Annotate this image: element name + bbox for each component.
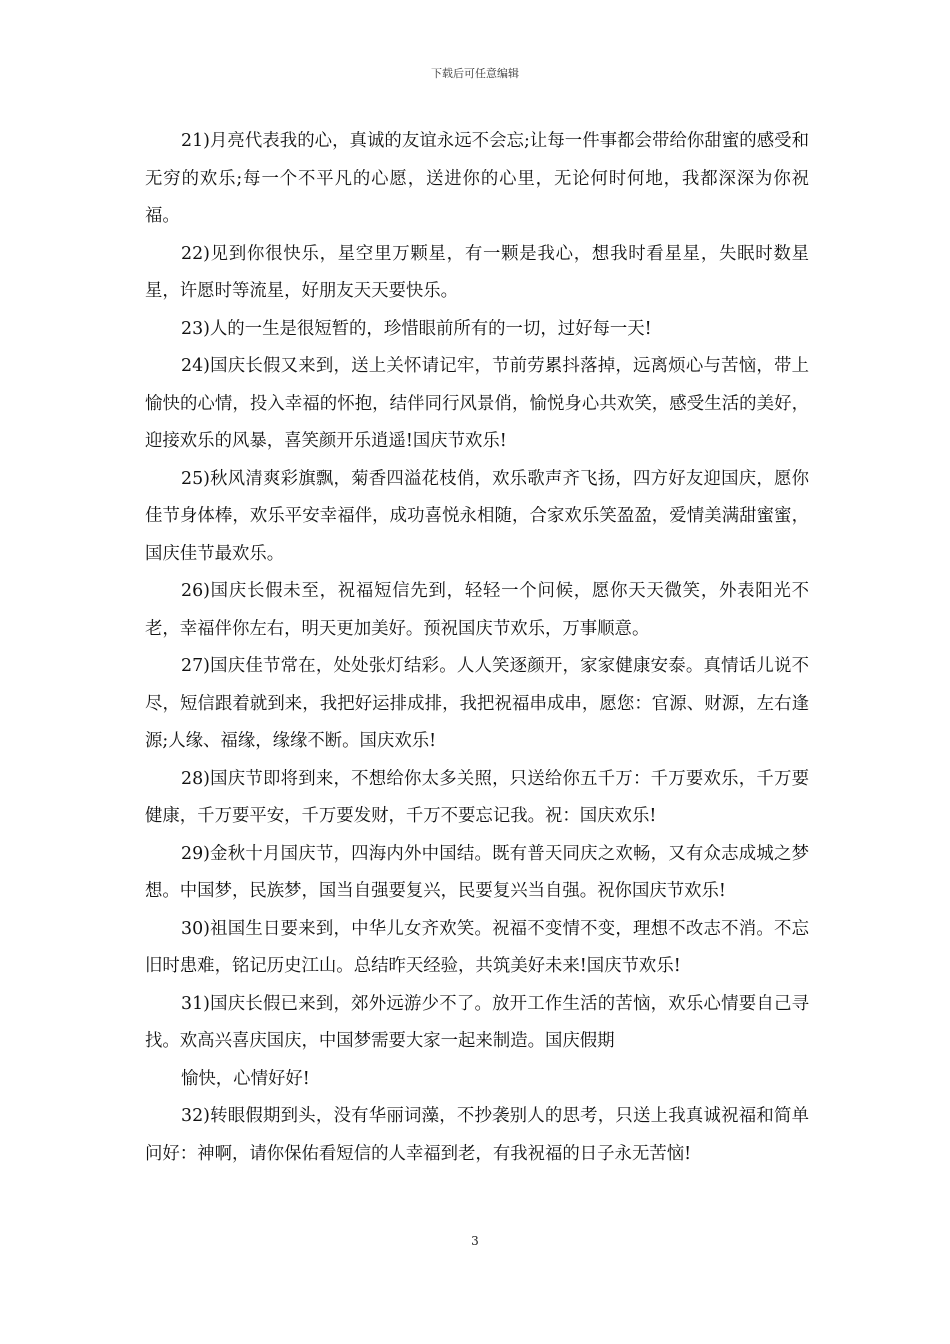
paragraph-31: 31)国庆长假已来到，郊外远游少不了。放开工作生活的苦恼，欢乐心情要自己寻找。欢高兴喜庆国庆，中国梦需要大家一起来制造。国庆假期	[145, 993, 809, 1051]
page-number: 3	[471, 1234, 479, 1248]
paragraph-31-continuation: 愉快，心情好好!	[181, 1068, 310, 1089]
paragraph-26: 26)国庆长假未至，祝福短信先到，轻轻一个问候，愿你天天微笑，外表阳光不老，幸福伴你左右，明天更加美好。预祝国庆节欢乐，万事顺意。	[145, 581, 809, 639]
paragraph-30: 30)祖国生日要来到，中华儿女齐欢笑。祝福不变情不变，理想不改志不消。不忘旧时患难，铭记历史江山。总结昨天经验，共筑美好未来!国庆节欢乐!	[145, 918, 809, 976]
paragraph-24: 24)国庆长假又来到，送上关怀请记牢，节前劳累抖落掉，远离烦心与苦恼，带上愉快的心情，投入幸福的怀抱，结伴同行风景俏，愉悦身心共欢笑，感受生活的美好，迎接欢乐的风暴，喜笑颜开乐逍遥!国庆节欢乐!	[145, 356, 809, 451]
paragraph-22: 22)见到你很快乐，星空里万颗星，有一颗是我心，想我时看星星，失眠时数星星，许愿时等流星，好朋友天天要快乐。	[145, 243, 809, 301]
paragraph-28: 28)国庆节即将到来，不想给你太多关照，只送给你五千万：千万要欢乐，千万要健康，千万要平安，千万要发财，千万不要忘记我。祝：国庆欢乐!	[145, 768, 809, 826]
paragraph-25: 25)秋风清爽彩旗飘，菊香四溢花枝俏，欢乐歌声齐飞扬，四方好友迎国庆，愿你佳节身体棒，欢乐平安幸福伴，成功喜悦永相随，合家欢乐笑盈盈，爱情美满甜蜜蜜，国庆佳节最欢乐。	[145, 468, 809, 564]
paragraph-23: 23)人的一生是很短暂的，珍惜眼前所有的一切，过好每一天!	[181, 318, 652, 339]
document-body	[145, 123, 809, 1173]
page-header: 下载后可任意编辑	[431, 67, 519, 80]
paragraph-29: 29)金秋十月国庆节，四海内外中国结。既有普天同庆之欢畅，又有众志成城之梦想。中国梦，民族梦，国当自强要复兴，民要复兴当自强。祝你国庆节欢乐!	[145, 843, 809, 901]
paragraph-21: 21)月亮代表我的心，真诚的友谊永远不会忘;让每一件事都会带给你甜蜜的感受和无穷的欢乐;每一个不平凡的心愿，送进你的心里，无论何时何地，我都深深为你祝福。	[145, 131, 809, 226]
paragraph-32: 32)转眼假期到头，没有华丽词藻，不抄袭别人的思考，只送上我真诚祝福和简单问好：神啊，请你保佑看短信的人幸福到老，有我祝福的日子永无苦恼!	[145, 1106, 809, 1164]
paragraph-27: 27)国庆佳节常在，处处张灯结彩。人人笑逐颜开，家家健康安泰。真情话儿说不尽，短信跟着就到来，我把好运排成排，我把祝福串成串，愿您：官源、财源，左右逢源;人缘、福缘，缘缘不断。国庆欢乐!	[145, 656, 809, 751]
